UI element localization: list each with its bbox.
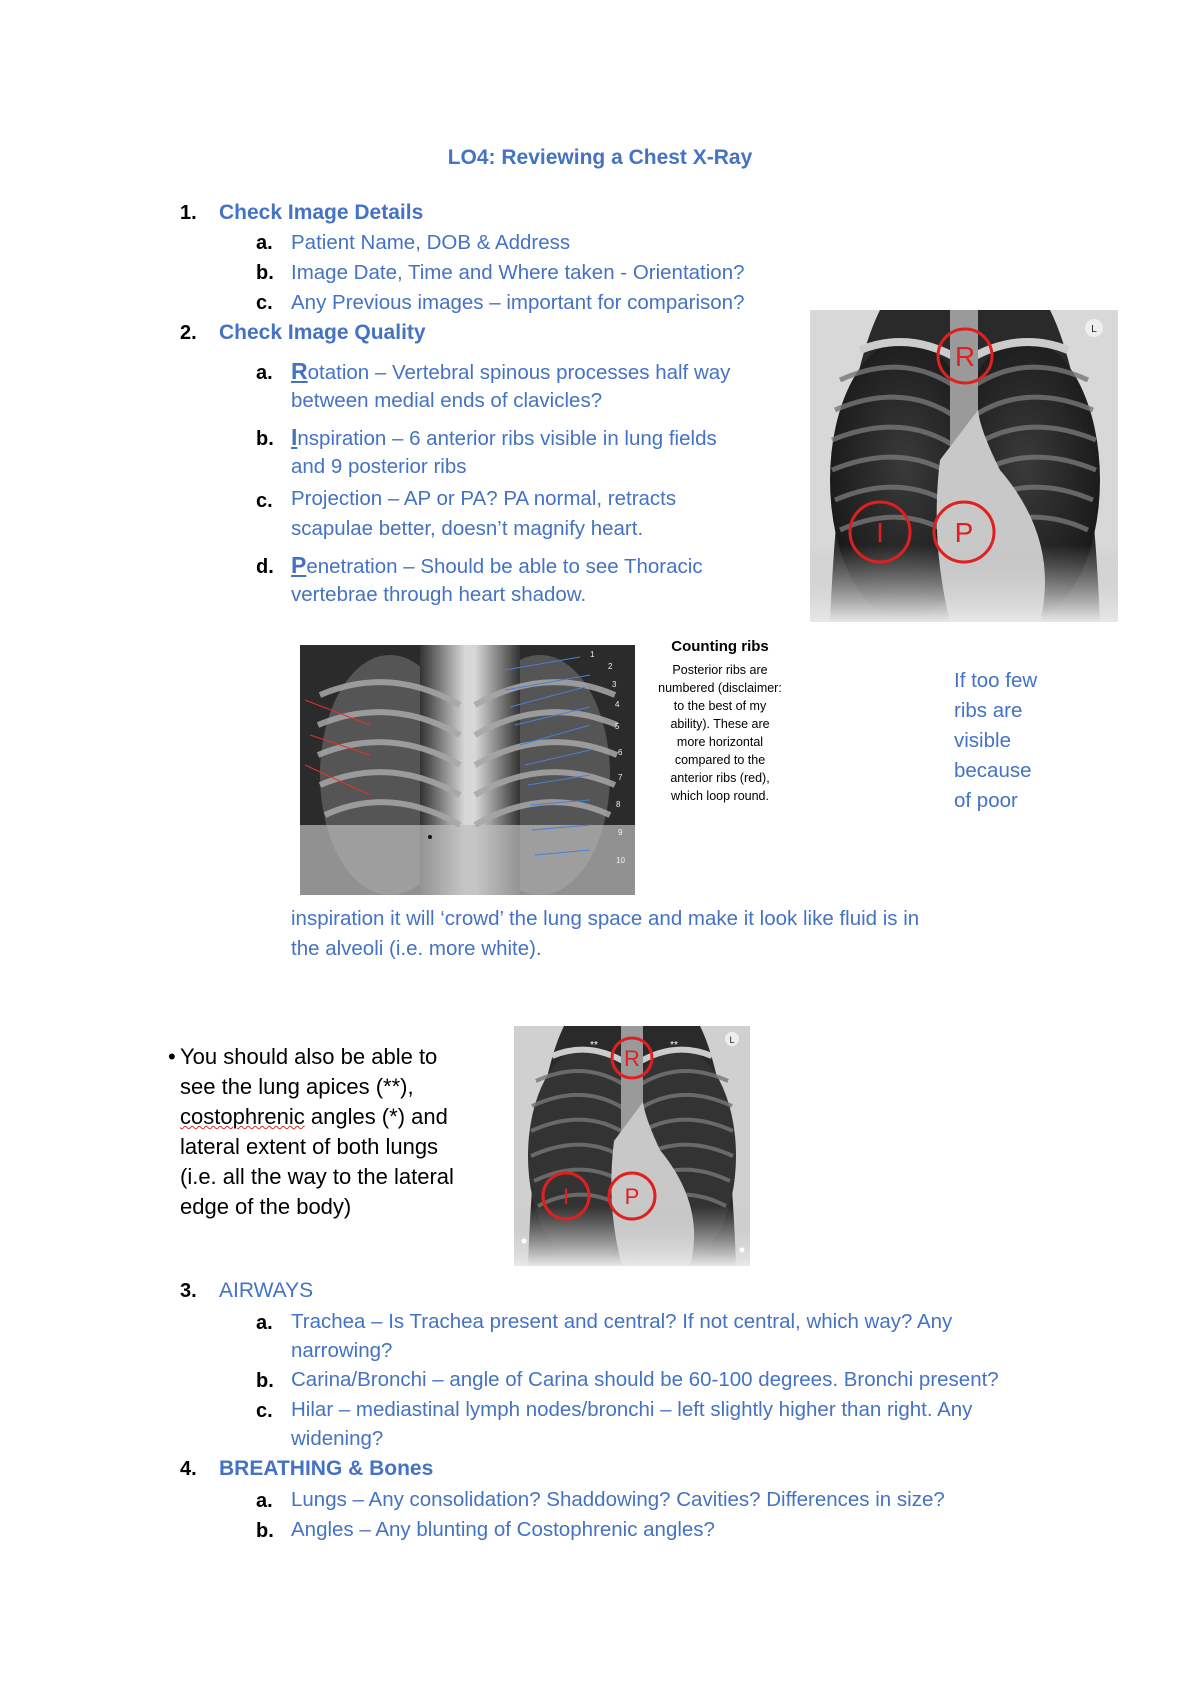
list-item: Rotation – Vertebral spinous processes half way: [291, 358, 731, 384]
list-item: Image Date, Time and Where taken - Orientation?: [291, 261, 745, 284]
bullet-note: [168, 1042, 454, 1222]
side-note-line: because: [954, 759, 1032, 782]
item-letter: b.: [256, 428, 274, 450]
bullet-line: see the lung apices (**),: [180, 1074, 414, 1099]
section-number: 4.: [180, 1458, 197, 1480]
bullet-line: edge of the body): [180, 1194, 352, 1219]
note-line: which loop round.: [671, 789, 769, 803]
projection-label: P: [954, 517, 974, 548]
rib-number: 5: [615, 722, 620, 731]
chest-xray-drawing-2: [514, 1026, 750, 1266]
list-item: Patient Name, DOB & Address: [291, 231, 571, 254]
note-line: to the best of my: [673, 699, 767, 713]
list-item: Penetration – Should be able to see Thoracic: [291, 552, 703, 578]
rib-number: 4: [615, 700, 620, 709]
list-item: Hilar – mediastinal lymph nodes/bronchi – left slightly higher than right. Any: [291, 1398, 973, 1421]
chest-xray-image: [810, 310, 1118, 622]
item-letter: a.: [256, 1490, 273, 1512]
page-title: LO4: Reviewing a Chest X-Ray: [447, 146, 753, 169]
item-letter: b.: [256, 1520, 274, 1542]
note-line: compared to the: [674, 753, 766, 767]
rib-number: 8: [616, 800, 621, 809]
note-line: ability). These are: [670, 717, 770, 731]
list-item-continuation: narrowing?: [291, 1339, 393, 1362]
apex-marker: **: [670, 1040, 678, 1051]
projection-label: P: [624, 1184, 640, 1209]
bullet-line: (i.e. all the way to the lateral: [180, 1164, 454, 1189]
side-note-line: If too few: [954, 669, 1038, 692]
section-number: 3.: [180, 1280, 197, 1302]
section-heading: AIRWAYS: [219, 1279, 314, 1302]
list-item: Projection – AP or PA? PA normal, retracts: [291, 487, 677, 510]
rib-count-drawing: [300, 645, 635, 895]
rotation-label: R: [954, 341, 976, 372]
item-letter: c.: [256, 490, 273, 512]
item-letter: c.: [256, 292, 273, 314]
section-number: 1.: [180, 202, 197, 224]
inspiration-label: I: [562, 1184, 570, 1209]
note-line: Posterior ribs are: [672, 663, 768, 677]
list-item-continuation: widening?: [291, 1427, 384, 1450]
bullet-line: costophrenic angles (*) and: [180, 1104, 448, 1129]
inspiration-label: I: [876, 517, 884, 548]
chest-xray-drawing: [810, 310, 1118, 622]
bullet-icon: •: [168, 1044, 176, 1069]
item-letter: b.: [256, 262, 274, 284]
side-marker: L: [729, 1035, 735, 1045]
side-note-continuation: inspiration it will ‘crowd’ the lung space and make it look like fluid is in: [291, 907, 920, 930]
rib-number: 1: [590, 650, 595, 659]
note-line: more horizontal: [676, 735, 764, 749]
bullet-line: • You should also be able to: [168, 1042, 454, 1072]
note-line: numbered (disclaimer:: [658, 681, 782, 695]
item-letter: a.: [256, 1312, 273, 1334]
side-marker: L: [1091, 324, 1097, 335]
side-note-line: visible: [954, 729, 1011, 752]
item-letter: d.: [256, 556, 274, 578]
list-item-continuation: between medial ends of clavicles?: [291, 389, 603, 412]
note-line: anterior ribs (red),: [670, 771, 770, 785]
rib-number: 6: [618, 748, 623, 757]
rib-number: 2: [608, 662, 613, 671]
list-item: Trachea – Is Trachea present and central? If not central, which way? Any: [291, 1310, 953, 1333]
side-note-line: ribs are: [954, 699, 1023, 722]
item-letter: c.: [256, 1400, 273, 1422]
side-note-line: of poor: [954, 789, 1018, 812]
list-item-continuation: scapulae better, doesn’t magnify heart.: [291, 517, 644, 540]
item-letter: a.: [256, 362, 273, 384]
mnemonic-letter: R: [291, 358, 308, 384]
list-item-continuation: and 9 posterior ribs: [291, 455, 467, 478]
list-item-continuation: vertebrae through heart shadow.: [291, 583, 587, 606]
rib-number: 9: [618, 828, 623, 837]
rib-number: 3: [612, 680, 617, 689]
bullet-line: lateral extent of both lungs: [180, 1134, 439, 1159]
rib-number: 7: [618, 773, 623, 782]
rib-number: 10: [616, 856, 625, 865]
rotation-label: R: [624, 1046, 640, 1071]
list-item: Any Previous images – important for comparison?: [291, 291, 745, 314]
rib-count-xray: [300, 645, 635, 895]
note-heading: Counting ribs: [671, 638, 769, 655]
section-number: 2.: [180, 322, 197, 344]
item-letter: b.: [256, 1370, 274, 1392]
section-heading: Check Image Quality: [219, 321, 426, 344]
side-note-continuation: the alveoli (i.e. more white).: [291, 937, 542, 960]
section-heading: Check Image Details: [219, 201, 424, 224]
list-item: Angles – Any blunting of Costophrenic angles?: [291, 1518, 715, 1541]
list-item: Inspiration – 6 anterior ribs visible in lung fields: [291, 424, 717, 450]
mnemonic-letter: P: [291, 552, 307, 578]
apex-marker: **: [590, 1040, 598, 1051]
mnemonic-letter: I: [291, 424, 298, 450]
item-letter: a.: [256, 232, 273, 254]
chest-xray-image-2: [514, 1026, 750, 1266]
list-item: Carina/Bronchi – angle of Carina should be 60-100 degrees. Bronchi present?: [291, 1368, 999, 1391]
list-item: Lungs – Any consolidation? Shaddowing? Cavities? Differences in size?: [291, 1488, 945, 1511]
section-heading: BREATHING & Bones: [219, 1457, 434, 1480]
